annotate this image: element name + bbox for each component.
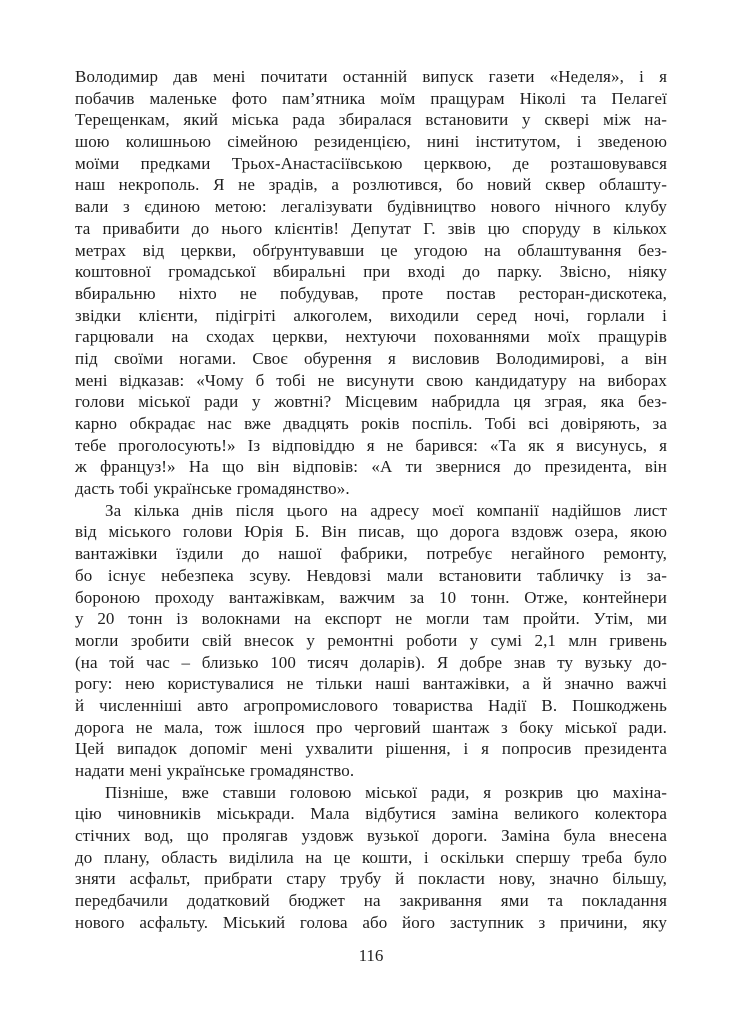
text-line: звідки клієнти, підігріті алкоголем, виходили серед ночі, горлали і (75, 305, 667, 325)
text-line: під своїми ногами. Своє обурення я висловив Володимирові, а він (75, 348, 667, 368)
text-line: Терещенкам, який міська рада збиралася встановити у сквері між на- (75, 110, 667, 130)
text-line: ж француз!» На що він відповів: «А ти звернися до президента, він (75, 457, 667, 477)
text-line: у 20 тонн із волокнами на експорт не могли там пройти. Утім, ми (75, 609, 667, 629)
page-number: 116 (358, 946, 384, 965)
paragraph (75, 66, 667, 500)
text-line: до плану, область виділила на це кошти, і оскільки спершу треба було (75, 847, 667, 867)
text-line: рогу: нею користувалися не тільки наші вантажівки, а й значно важчі (75, 674, 667, 694)
paragraph (75, 782, 667, 934)
text-line: та привабити до нього клієнтів! Депутат Г. звів цю споруду в кількох (75, 218, 667, 238)
text-line: Цей випадок допоміг мені ухвалити рішення, і я попросив президента (75, 739, 667, 759)
text-line: голови міської ради у жовтні? Місцевим набридла ця зграя, яка без- (75, 392, 667, 412)
text-line: надати мені українське громадянство. (75, 761, 355, 780)
text-line: шою колишньою сімейною резиденцією, нині інститутом, і зведеною (75, 132, 667, 152)
text-line: метрах від церкви, обґрунтувавши це угодою на облаштування без- (75, 240, 667, 260)
text-line: стічних вод, що пролягав уздовж вузької дороги. Заміна була внесена (75, 826, 667, 846)
text-line: моїми предками Трьох-Анастасіївською церквою, де розташовувався (75, 153, 667, 173)
text-line: цію чиновників міськради. Мала відбутися заміна великого колектора (75, 804, 667, 824)
text-line: мені відказав: «Чому б тобі не висунути свою кандидатуру на виборах (75, 370, 667, 390)
text-line: наш некрополь. Я не зрадів, а розлютився, бо новий сквер облашту- (75, 175, 667, 195)
text-line: карно обкрадає нас вже двадцять років поспіль. Тобі всі довіряють, за (75, 414, 667, 433)
text-line: нового асфальту. Міський голова або його заступник з причини, яку (75, 912, 667, 932)
text-line: тебе проголосують!» Із відповіддю я не барився: «Та як я висунусь, я (75, 435, 667, 455)
text-line: коштовної громадської вбиральні при вході до парку. Звісно, ніяку (75, 262, 667, 282)
text-line: від міського голови Юрія Б. Він писав, що дорога вздовж озера, якою (75, 522, 667, 542)
text-line: Володимир дав мені почитати останній випуск газети «Неделя», і я (75, 67, 667, 86)
text-line: Пізніше, вже ставши головою міської ради, я розкрив цю махіна- (105, 782, 667, 802)
text-line: (на той час – близько 100 тисяч доларів). Я добре знав ту вузьку до- (75, 652, 667, 672)
text-line: вантажівки їздили до нашої фабрики, потребує негайного ремонту, (75, 544, 667, 564)
text-line: могли зробити свій внесок у ремонтні роботи у сумі 2,1 млн гривень (75, 630, 667, 650)
paragraph (75, 500, 667, 782)
text-line: гарцювали на сходах церкви, нехтуючи похованнями моїх пращурів (75, 327, 667, 347)
text-line: й численніші авто агропромислового товариства Надії В. Пошкоджень (75, 695, 667, 715)
text-line: вбиральню ніхто не побудував, проте постав ресторан-дискотека, (75, 283, 667, 303)
text-line: зняти асфальт, прибрати стару трубу й покласти нову, значно більшу, (75, 869, 667, 889)
text-line: дасть тобі українське громадянство». (75, 479, 350, 499)
text-block (75, 66, 667, 934)
text-line: бороною проходу вантажівкам, важчим за 10 тонн. Отже, контейнери (75, 587, 667, 607)
text-line: дорога не мала, тож ішлося про черговий шантаж з боку міської ради. (75, 717, 667, 737)
text-line: вали з єдиною метою: легалізувати будівництво нового нічного клубу (75, 197, 667, 217)
text-line: бо існує небезпека зсуву. Невдовзі мали встановити табличку із за- (75, 565, 667, 585)
text-line: побачив маленьке фото пам’ятника моїм пращурам Ніколі та Пелагеї (75, 88, 667, 108)
text-line: За кілька днів після цього на адресу моєї компанії надійшов лист (105, 500, 667, 520)
text-line: передбачили додатковий бюджет на закривання ями та покладання (75, 891, 667, 911)
